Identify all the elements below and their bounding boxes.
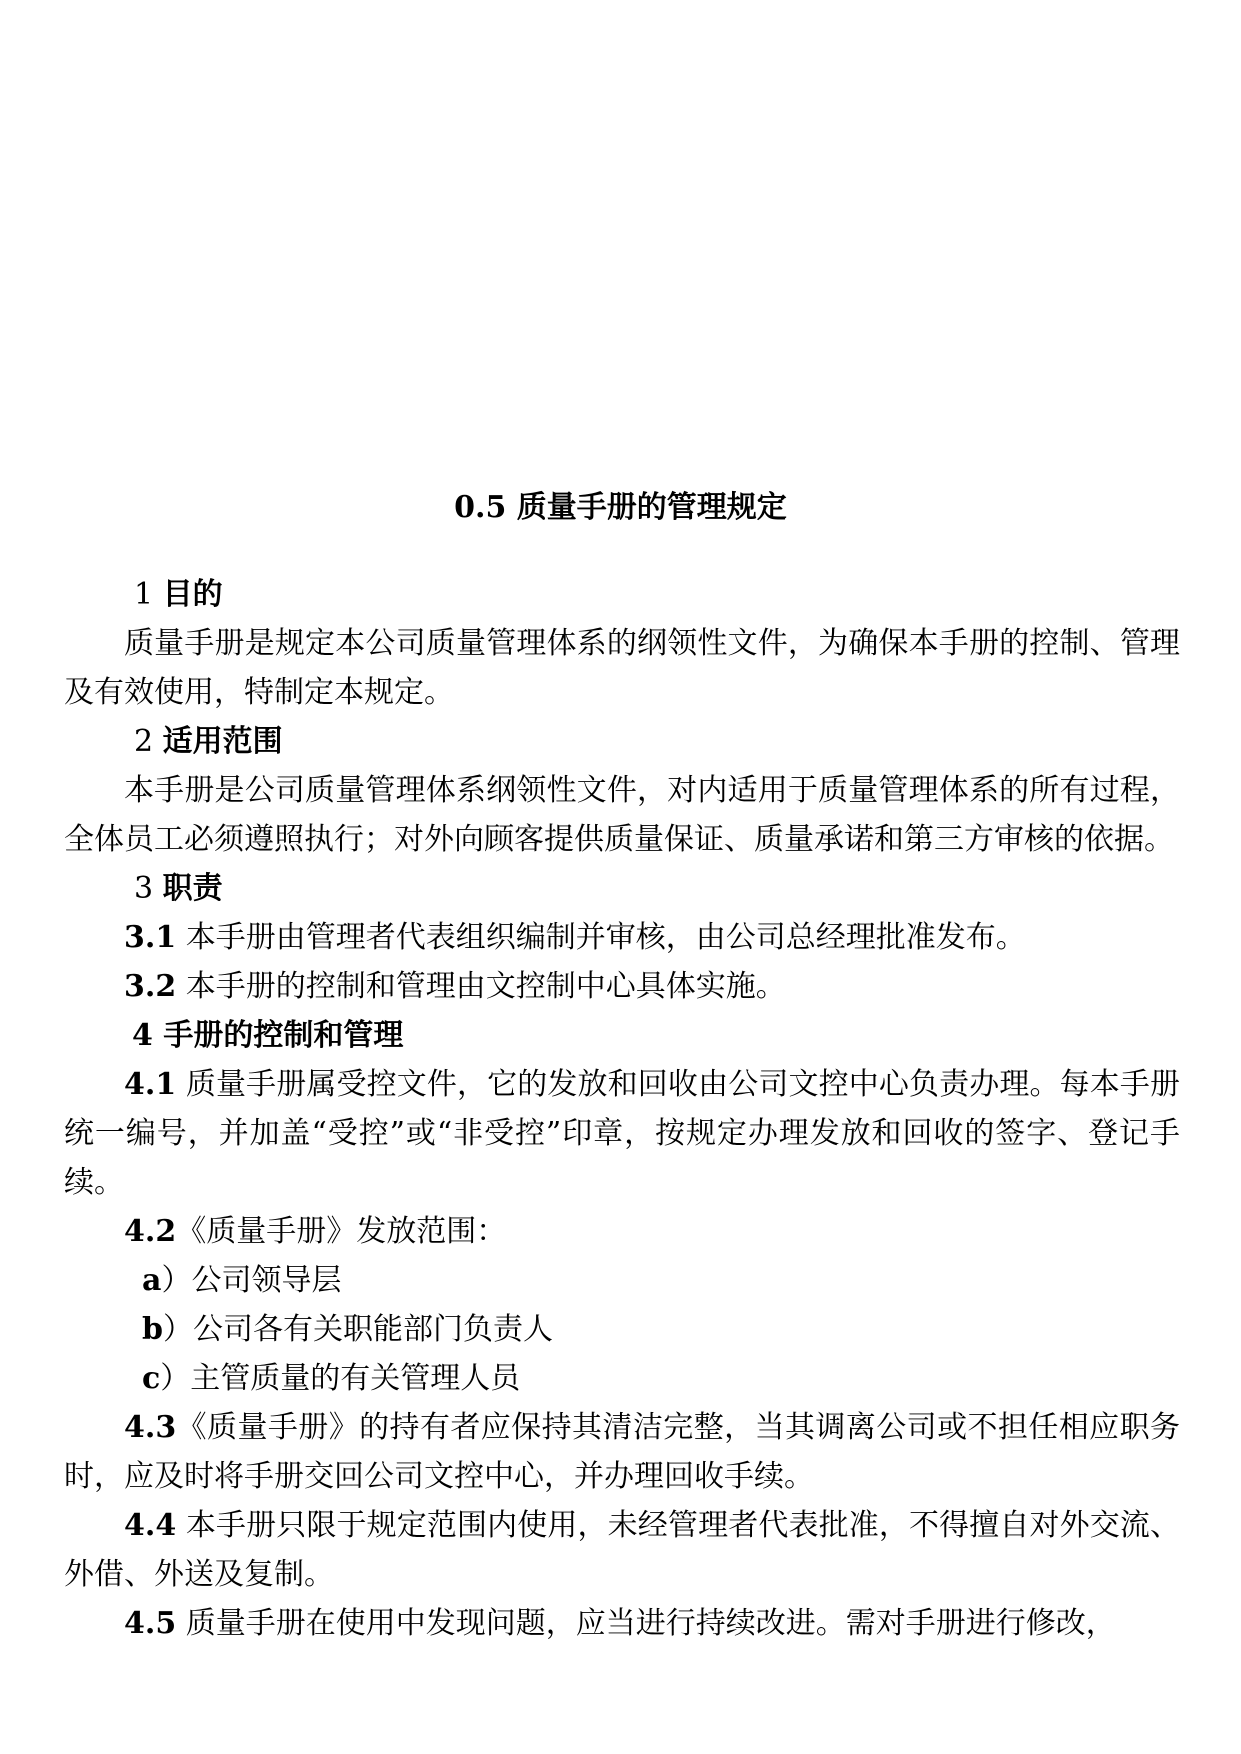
paragraph-4-1 bbox=[64, 1060, 1180, 1207]
clause-text: 本手册的控制和管理由文控制中心具体实施。 bbox=[185, 969, 786, 1004]
clause-number: 4.5 bbox=[124, 1606, 177, 1641]
paragraph-purpose: 质量手册是规定本公司质量管理体系的纲领性文件，为确保本手册的控制、管理及有效使用，特制定本规定。 bbox=[64, 626, 1180, 710]
section-heading-control: 4 手册的控制和管理 bbox=[132, 1018, 404, 1053]
clause-text: 《质量手册》发放范围： bbox=[176, 1214, 507, 1249]
section-heading-responsibility bbox=[64, 864, 1180, 913]
clause-number: 4.4 bbox=[124, 1508, 177, 1543]
paragraph-4-3 bbox=[64, 1403, 1180, 1501]
paragraph-4-4 bbox=[64, 1501, 1180, 1599]
list-item bbox=[64, 1305, 1180, 1354]
clause-text: 《质量手册》的持有者应保持其清洁完整，当其调离公司或不担任相应职务时，应及时将手册交回公司文控中心，并办理回收手续。 bbox=[64, 1410, 1180, 1494]
paragraph-4-2 bbox=[64, 1207, 1180, 1256]
section-title: 适用范围 bbox=[162, 724, 283, 759]
list-marker: c bbox=[142, 1361, 161, 1396]
list-text: ）主管质量的有关管理人员 bbox=[160, 1361, 521, 1396]
clause-number: 3.2 bbox=[124, 969, 177, 1004]
list-marker: b bbox=[142, 1312, 163, 1347]
list-text: ）公司各有关职能部门负责人 bbox=[162, 1312, 553, 1347]
paragraph-scope: 本手册是公司质量管理体系纲领性文件，对内适用于质量管理体系的所有过程，全体员工必须遵照执行；对外向顾客提供质量保证、质量承诺和第三方审核的依据。 bbox=[64, 773, 1180, 857]
clause-text: 质量手册属受控文件，它的发放和回收由公司文控中心负责办理。每本手册统一编号，并加盖“受控”或“非受控”印章，按规定办理发放和回收的签字、登记手续。 bbox=[64, 1067, 1180, 1200]
paragraph-3-1 bbox=[64, 913, 1180, 962]
clause-number: 4.3 bbox=[124, 1410, 177, 1445]
section-heading-scope bbox=[64, 717, 1180, 766]
section-number: 2 bbox=[134, 724, 154, 759]
section-number: 3 bbox=[134, 871, 154, 906]
page-title: 0.5 质量手册的管理规定 bbox=[454, 490, 787, 525]
clause-text: 本手册只限于规定范围内使用，未经管理者代表批准，不得擅自对外交流、外借、外送及复制。 bbox=[64, 1508, 1180, 1592]
section-title: 目的 bbox=[162, 577, 223, 612]
section-title: 职责 bbox=[162, 871, 223, 906]
clause-number: 4.2 bbox=[124, 1214, 177, 1249]
clause-text: 质量手册在使用中发现问题，应当进行持续改进。需对手册进行修改， bbox=[185, 1606, 1116, 1641]
list-marker: a bbox=[142, 1263, 162, 1298]
section-number: 1 bbox=[134, 577, 154, 612]
list-item bbox=[64, 1256, 1180, 1305]
clause-number: 4.1 bbox=[124, 1067, 177, 1102]
list-text: ）公司领导层 bbox=[161, 1263, 342, 1298]
list-item bbox=[64, 1354, 1180, 1403]
paragraph-4-5 bbox=[64, 1599, 1180, 1648]
section-heading-purpose bbox=[64, 570, 1180, 619]
clause-text: 本手册由管理者代表组织编制并审核，由公司总经理批准发布。 bbox=[185, 920, 1026, 955]
document-body bbox=[64, 570, 1180, 1648]
paragraph-3-2 bbox=[64, 962, 1180, 1011]
clause-number: 3.1 bbox=[124, 920, 177, 955]
